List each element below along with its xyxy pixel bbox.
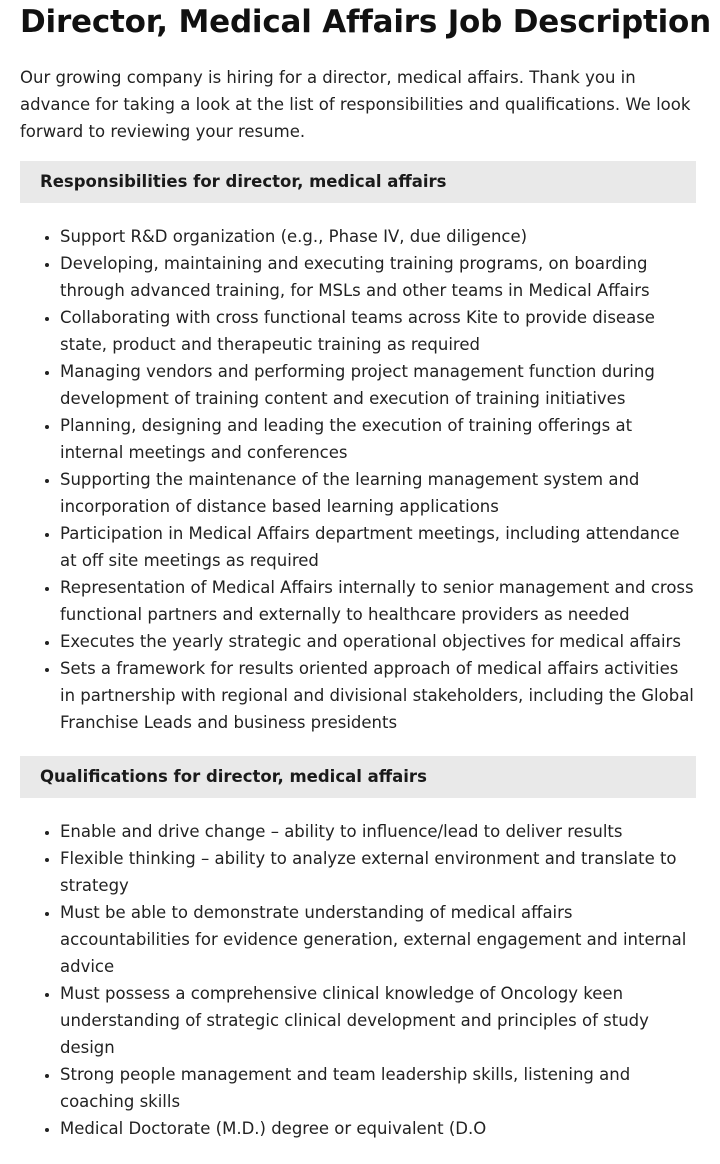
responsibility-item: • Managing vendors and performing project management function during development of training content and execution of training initiatives bbox=[60, 358, 696, 412]
responsibilities-heading: Responsibilities for director, medical affairs bbox=[20, 161, 696, 203]
qualifications-heading: Qualifications for director, medical affairs bbox=[20, 756, 696, 798]
page-title: Director, Medical Affairs Job Description bbox=[20, 4, 712, 40]
qualification-item: • Medical Doctorate (M.D.) degree or equivalent (D.O bbox=[60, 1115, 696, 1142]
responsibility-item: • Representation of Medical Affairs internally to senior management and cross functional partners and externally to healthcare providers as needed bbox=[60, 574, 696, 628]
qualification-item: • Strong people management and team leadership skills, listening and coaching skills bbox=[60, 1061, 696, 1115]
responsibility-item: • Sets a framework for results oriented approach of medical affairs activities in partnership with regional and divisional stakeholders, including the Global Franchise Leads and business presidents bbox=[60, 655, 696, 736]
qualification-item: • Must be able to demonstrate understanding of medical affairs accountabilities for evidence generation, external engagement and internal advice bbox=[60, 899, 696, 980]
job-description-page bbox=[20, 0, 712, 1142]
qualification-item: • Flexible thinking – ability to analyze external environment and translate to strategy bbox=[60, 845, 696, 899]
responsibility-item: • Collaborating with cross functional teams across Kite to provide disease state, product and therapeutic training as required bbox=[60, 304, 696, 358]
responsibility-item: • Supporting the maintenance of the learning management system and incorporation of distance based learning applications bbox=[60, 466, 696, 520]
qualification-item: • Enable and drive change – ability to influence/lead to deliver results bbox=[60, 818, 696, 845]
responsibility-item: • Support R&D organization (e.g., Phase IV, due diligence) bbox=[60, 223, 696, 250]
responsibility-item: • Developing, maintaining and executing training programs, on boarding through advanced training, for MSLs and other teams in Medical Affairs bbox=[60, 250, 696, 304]
qualifications-list bbox=[20, 798, 696, 1142]
responsibility-item: • Executes the yearly strategic and operational objectives for medical affairs bbox=[60, 628, 696, 655]
responsibility-item: • Participation in Medical Affairs department meetings, including attendance at off site meetings as required bbox=[60, 520, 696, 574]
qualification-item: • Must possess a comprehensive clinical knowledge of Oncology keen understanding of strategic clinical development and principles of study design bbox=[60, 980, 696, 1061]
intro-paragraph: Our growing company is hiring for a director, medical affairs. Thank you in advance for taking a look at the list of responsibilities and qualifications. We look forward to reviewing your resume. bbox=[20, 68, 691, 141]
responsibilities-list bbox=[20, 203, 696, 736]
responsibility-item: • Planning, designing and leading the execution of training offerings at internal meetings and conferences bbox=[60, 412, 696, 466]
